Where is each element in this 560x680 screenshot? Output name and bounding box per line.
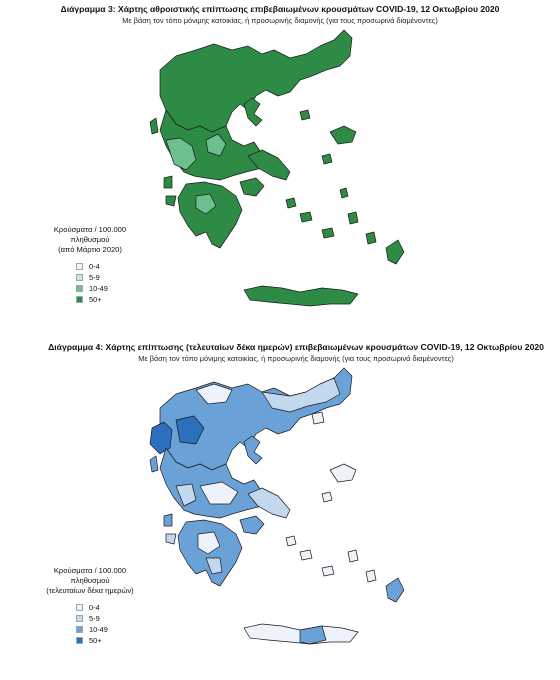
map-panel-cumulative <box>0 0 560 332</box>
region-shape <box>240 178 264 196</box>
legend-subtitle: (τελευταίων δέκα ημερών) <box>46 586 134 595</box>
region-shape <box>150 456 158 472</box>
region-shape <box>286 536 296 546</box>
legend-item <box>76 283 144 294</box>
region-shape <box>386 578 404 602</box>
legend-label: 0-4 <box>89 603 100 612</box>
region-shape <box>330 464 356 482</box>
region-shape <box>286 198 296 208</box>
legend-swatch <box>76 263 83 270</box>
legend-subtitle: (από Μάρτιο 2020) <box>58 245 122 254</box>
legend-swatch <box>76 637 83 644</box>
legend-item <box>76 261 144 272</box>
legend-label: 0-4 <box>89 262 100 271</box>
region-shape <box>166 196 176 206</box>
region-shape <box>240 516 264 534</box>
region-shape <box>164 176 172 188</box>
region-shape <box>330 126 356 144</box>
region-shape <box>164 514 172 526</box>
region-shape <box>312 412 324 424</box>
region-shape <box>300 212 312 222</box>
region-shape <box>366 570 376 582</box>
region-shape <box>244 436 262 464</box>
legend-label: 5-9 <box>89 614 100 623</box>
legend-swatch <box>76 296 83 303</box>
legend-label: 10-49 <box>89 284 108 293</box>
legend-item <box>76 613 144 624</box>
legend-swatch <box>76 615 83 622</box>
region-shape <box>366 232 376 244</box>
region-shape <box>340 188 348 198</box>
region-shape <box>178 182 242 248</box>
region-shape <box>322 154 332 164</box>
region-shape <box>322 492 332 502</box>
legend-label: 50+ <box>89 636 102 645</box>
region-shape <box>300 110 310 120</box>
region-shape <box>150 118 158 134</box>
region-shape <box>322 566 334 576</box>
legend-swatch <box>76 604 83 611</box>
legend-item <box>76 294 144 305</box>
map-title: Διάγραμμα 3: Χάρτης αθροιστικής επίπτωσης επιβεβαιωμένων κρουσμάτων COVID-19, 12 Οκτωβρίου 2020 <box>60 4 500 14</box>
region-shape <box>166 534 176 544</box>
region-shape <box>322 228 334 238</box>
legend-item <box>76 624 144 635</box>
region-shape <box>244 286 358 306</box>
legend-swatch <box>76 274 83 281</box>
legend-item <box>76 635 144 646</box>
legend-title: Κρούσματα / 100.000 πληθυσμού <box>53 225 127 244</box>
map-title: Διάγραμμα 4: Χάρτης επίπτωσης (τελευταίων δέκα ημερών) επιβεβαιωμένων κρουσμάτων COVID-19, 12 Οκτωβρίου 2020 <box>48 342 544 352</box>
map-panel-last-ten-days <box>0 336 560 680</box>
legend <box>36 566 144 646</box>
region-shape <box>348 550 358 562</box>
map-subtitle: Με βάση τον τόπο μόνιμης κατοικίας, ή προσωρινής διαμονής (για τους προσωρινά διαμένοντες) <box>122 16 438 25</box>
legend-item <box>76 602 144 613</box>
legend-title: Κρούσματα / 100.000 πληθυσμού <box>53 566 127 585</box>
legend-item <box>76 272 144 283</box>
region-shape <box>300 550 312 560</box>
region-shape <box>300 626 326 644</box>
legend-swatch <box>76 285 83 292</box>
legend-swatch <box>76 626 83 633</box>
region-shape <box>386 240 404 264</box>
legend <box>36 225 144 305</box>
legend-label: 50+ <box>89 295 102 304</box>
legend-label: 5-9 <box>89 273 100 282</box>
region-shape <box>348 212 358 224</box>
region-shape <box>244 98 262 126</box>
legend-label: 10-49 <box>89 625 108 634</box>
map-subtitle: Με βάση τον τόπο μόνιμης κατοικίας, ή προσωρινής διαμονής (για τους προσωρινά διαμένοντες) <box>138 354 454 363</box>
